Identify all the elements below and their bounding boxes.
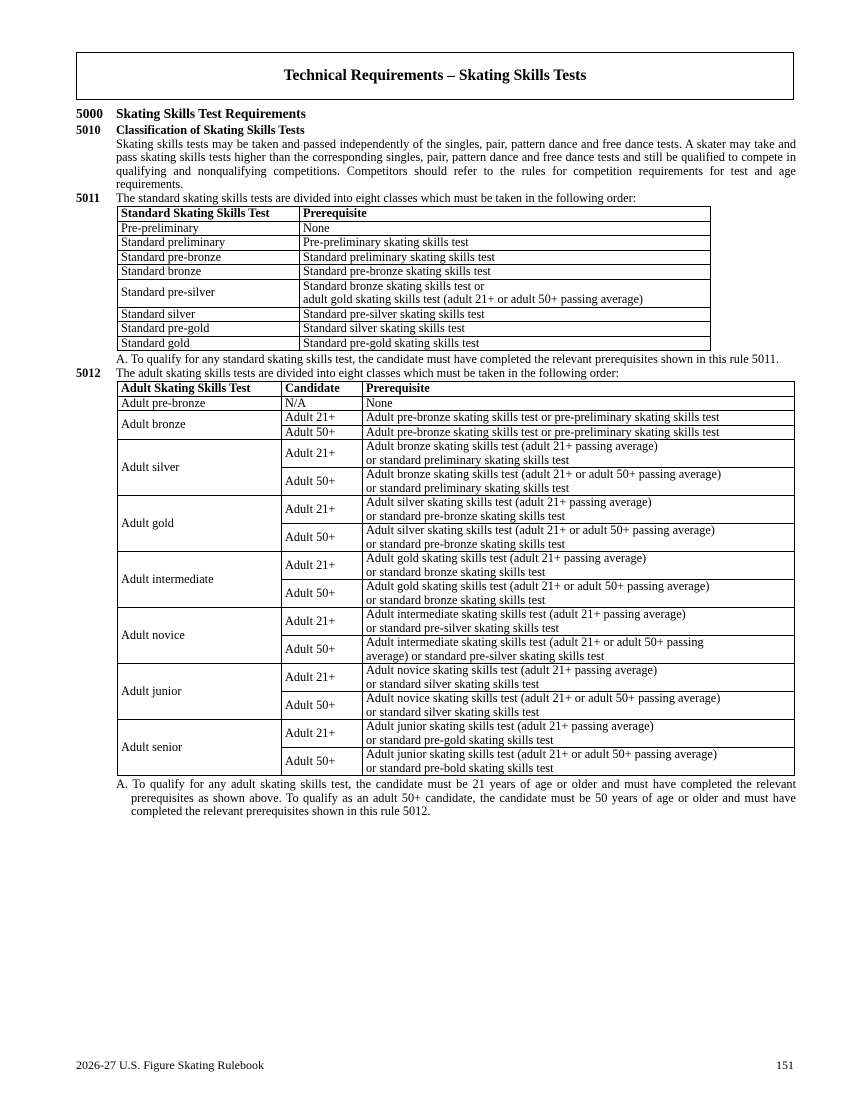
rule-5010 [76, 124, 796, 192]
standard-tests-table [117, 206, 711, 351]
test-name: Standard bronze [118, 265, 300, 280]
candidate: Adult 21+ [282, 552, 363, 580]
rule-5011 [76, 192, 796, 206]
prerequisite: Adult junior skating skills test (adult 21+ passing average) or standard pre-gold skating skills test [363, 720, 795, 748]
candidate: Adult 21+ [282, 664, 363, 692]
test-name: Pre-preliminary [118, 221, 300, 236]
prerequisite: Adult junior skating skills test (adult 21+ or adult 50+ passing average) or standard pre-bold skating skills test [363, 748, 795, 776]
test-name: Standard preliminary [118, 236, 300, 251]
prerequisite: Adult pre-bronze skating skills test or pre-preliminary skating skills test [363, 425, 795, 440]
adult-tests-table [117, 381, 795, 776]
prerequisite: Standard bronze skating skills test or adult gold skating skills test (adult 21+ or adult 50+ passing average) [300, 279, 711, 307]
prerequisite: Adult bronze skating skills test (adult 21+ passing average) or standard preliminary skating skills test [363, 440, 795, 468]
test-name: Adult bronze [118, 411, 282, 440]
table-row [118, 307, 711, 322]
page-title: Technical Requirements – Skating Skills Tests [283, 67, 587, 85]
prerequisite: Adult gold skating skills test (adult 21+ or adult 50+ passing average) or standard bronze skating skills test [363, 580, 795, 608]
rule-5012 [76, 367, 796, 381]
rule-number: 5011 [76, 190, 100, 205]
test-name: Adult senior [118, 720, 282, 776]
page-number: 151 [776, 1058, 794, 1072]
table-row [118, 664, 795, 692]
test-name: Adult silver [118, 440, 282, 496]
footer-book-title: 2026-27 U.S. Figure Skating Rulebook [76, 1058, 264, 1072]
candidate: Adult 21+ [282, 608, 363, 636]
prerequisite: Standard silver skating skills test [300, 322, 711, 337]
rule-text: The adult skating skills tests are divided into eight classes which must be taken in the following order: [116, 365, 620, 380]
prerequisite: Adult silver skating skills test (adult 21+ passing average) or standard pre-bronze skating skills test [363, 496, 795, 524]
column-header: Adult Skating Skills Test [118, 382, 282, 397]
column-header: Prerequisite [300, 207, 711, 222]
prerequisite: Adult silver skating skills test (adult 21+ or adult 50+ passing average) or standard pre-bronze skating skills test [363, 524, 795, 552]
table-row [118, 265, 711, 280]
table-row [118, 411, 795, 426]
page-title-box [76, 52, 794, 100]
prerequisite: Adult intermediate skating skills test (adult 21+ or adult 50+ passing average) or standard pre-silver skating skills test [363, 636, 795, 664]
table-row [118, 236, 711, 251]
table-row [118, 440, 795, 468]
rule-5000 [76, 106, 796, 122]
table-row [118, 336, 711, 351]
candidate: Adult 50+ [282, 468, 363, 496]
test-name: Adult pre-bronze [118, 396, 282, 411]
rules-content [76, 106, 796, 819]
candidate: Adult 21+ [282, 411, 363, 426]
rule-5011-note: A. To qualify for any standard skating skills test, the candidate must have completed the relevant prerequisites shown in this rule 5011. [116, 352, 780, 366]
prerequisite: None [300, 221, 711, 236]
test-name: Standard silver [118, 307, 300, 322]
test-name: Adult junior [118, 664, 282, 720]
rule-number: 5012 [76, 365, 101, 380]
candidate: Adult 21+ [282, 496, 363, 524]
prerequisite: Standard pre-bronze skating skills test [300, 265, 711, 280]
prerequisite: Standard preliminary skating skills test [300, 250, 711, 265]
column-header: Candidate [282, 382, 363, 397]
test-name: Adult gold [118, 496, 282, 552]
test-name: Adult intermediate [118, 552, 282, 608]
test-name: Standard pre-gold [118, 322, 300, 337]
rule-number: 5010 [76, 123, 101, 137]
prerequisite: Standard pre-gold skating skills test [300, 336, 711, 351]
table-row [118, 496, 795, 524]
table-row [118, 221, 711, 236]
prerequisite: Adult novice skating skills test (adult 21+ passing average) or standard silver skating skills test [363, 664, 795, 692]
table-row [118, 279, 711, 307]
column-header: Prerequisite [363, 382, 795, 397]
rule-text: The standard skating skills tests are divided into eight classes which must be taken in the following order: [116, 190, 637, 205]
test-name: Adult novice [118, 608, 282, 664]
table-row [118, 322, 711, 337]
table-row [118, 608, 795, 636]
candidate: Adult 50+ [282, 636, 363, 664]
column-header: Standard Skating Skills Test [118, 207, 300, 222]
test-name: Standard pre-silver [118, 279, 300, 307]
table-header-row [118, 207, 711, 222]
prerequisite: Adult pre-bronze skating skills test or pre-preliminary skating skills test [363, 411, 795, 426]
table-row [118, 720, 795, 748]
candidate: Adult 21+ [282, 720, 363, 748]
rule-number: 5000 [76, 106, 103, 121]
rule-heading: Classification of Skating Skills Tests [116, 123, 305, 137]
table-row [118, 250, 711, 265]
test-name: Standard gold [118, 336, 300, 351]
candidate: N/A [282, 396, 363, 411]
rule-5012-note: A. To qualify for any adult skating skills test, the candidate must be 21 years of age or older and must have completed the relevant prerequisites as shown above. To qualify as an adult 50+ candidate, the candidate must be 50 years of age or older and must have completed the relevant prerequisites shown in this rule 5012. [116, 777, 796, 818]
test-name: Standard pre-bronze [118, 250, 300, 265]
prerequisite: Adult intermediate skating skills test (adult 21+ passing average) or standard pre-silver skating skills test [363, 608, 795, 636]
prerequisite: Pre-preliminary skating skills test [300, 236, 711, 251]
candidate: Adult 50+ [282, 692, 363, 720]
candidate: Adult 50+ [282, 524, 363, 552]
table-row [118, 552, 795, 580]
adult-table-body [118, 396, 795, 776]
candidate: Adult 50+ [282, 425, 363, 440]
table-row [118, 396, 795, 411]
prerequisite: Adult bronze skating skills test (adult 21+ or adult 50+ passing average) or standard preliminary skating skills test [363, 468, 795, 496]
candidate: Adult 50+ [282, 748, 363, 776]
prerequisite: Adult novice skating skills test (adult 21+ or adult 50+ passing average) or standard silver skating skills test [363, 692, 795, 720]
rule-text: Skating skills tests may be taken and passed independently of the singles, pair, pattern dance and free dance tests. A skater may take and pass skating skills tests higher than the corresponding singles, pair, pattern dance and free dance tests and still be qualified to compete in qualifying and nonqualifying competitions. Competitors should refer to the rules for competition requirements for test and age requirements. [116, 136, 796, 191]
prerequisite: Adult gold skating skills test (adult 21+ passing average) or standard bronze skating skills test [363, 552, 795, 580]
prerequisite: None [363, 396, 795, 411]
prerequisite: Standard pre-silver skating skills test [300, 307, 711, 322]
candidate: Adult 50+ [282, 580, 363, 608]
candidate: Adult 21+ [282, 440, 363, 468]
rule-heading: Skating Skills Test Requirements [116, 106, 306, 121]
page-footer [76, 1059, 794, 1073]
table-header-row [118, 382, 795, 397]
